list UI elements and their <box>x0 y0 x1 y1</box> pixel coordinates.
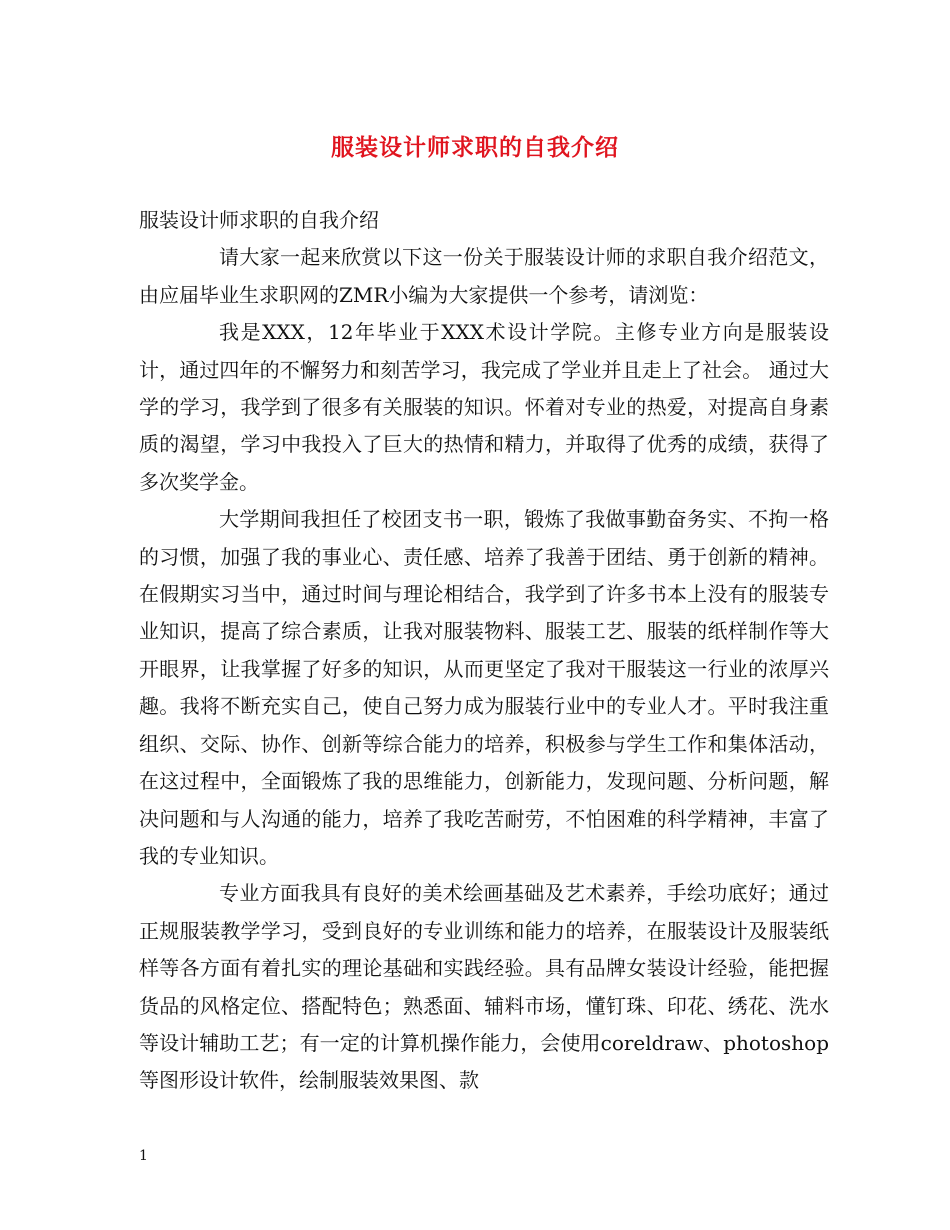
paragraph-professional: 专业方面我具有良好的美术绘画基础及艺术素养，手绘功底好；通过正规服装教学学习，受到良好的专业训练和能力的培养，在服装设计及服装纸样等各方面有着扎实的理论基础和实践经验。具有品牌女装设计经验，能把握货品的风格定位、搭配特色；熟悉面、辅料市场，懂钉珠、印花、绣花、洗水等设计辅助工艺；有一定的计算机操作能力，会使用coreldraw、photoshop等图形设计软件，绘制服装效果图、款 <box>139 881 829 1093</box>
document-body <box>139 202 829 1100</box>
document-subtitle: 服装设计师求职的自我介绍 <box>139 208 379 232</box>
page-number: 1 <box>139 1148 148 1164</box>
paragraph-intro: 请大家一起来欣赏以下这一份关于服装设计师的求职自我介绍范文，由应届毕业生求职网的ZMR小编为大家提供一个参考，请浏览： <box>139 245 829 307</box>
paragraph-background: 我是XXX，12年毕业于XXX术设计学院。主修专业方向是服装设计，通过四年的不懈努力和刻苦学习，我完成了学业并且走上了社会。 通过大学的学习，我学到了很多有关服装的知识。怀着对专业的热爱，对提高自身素质的渴望，学习中我投入了巨大的热情和精力，并取得了优秀的成绩，获得了多次奖学金。 <box>139 320 829 494</box>
paragraph-university: 大学期间我担任了校团支书一职，锻炼了我做事勤奋务实、不拘一格的习惯，加强了我的事业心、责任感、培养了我善于团结、勇于创新的精神。在假期实习当中，通过时间与理论相结合，我学到了许多书本上没有的服装专业知识，提高了综合素质，让我对服装物料、服装工艺、服装的纸样制作等大开眼界，让我掌握了好多的知识，从而更坚定了我对干服装这一行业的浓厚兴趣。我将不断充实自己，使自己努力成为服装行业中的专业人才。平时我注重组织、交际、协作、创新等综合能力的培养，积极参与学生工作和集体活动，在这过程中，全面锻炼了我的思维能力，创新能力，发现问题、分析问题，解决问题和与人沟通的能力，培养了我吃苦耐劳，不怕困难的科学精神，丰富了我的专业知识。 <box>139 507 829 868</box>
document-title: 服装设计师求职的自我介绍 <box>331 134 619 161</box>
